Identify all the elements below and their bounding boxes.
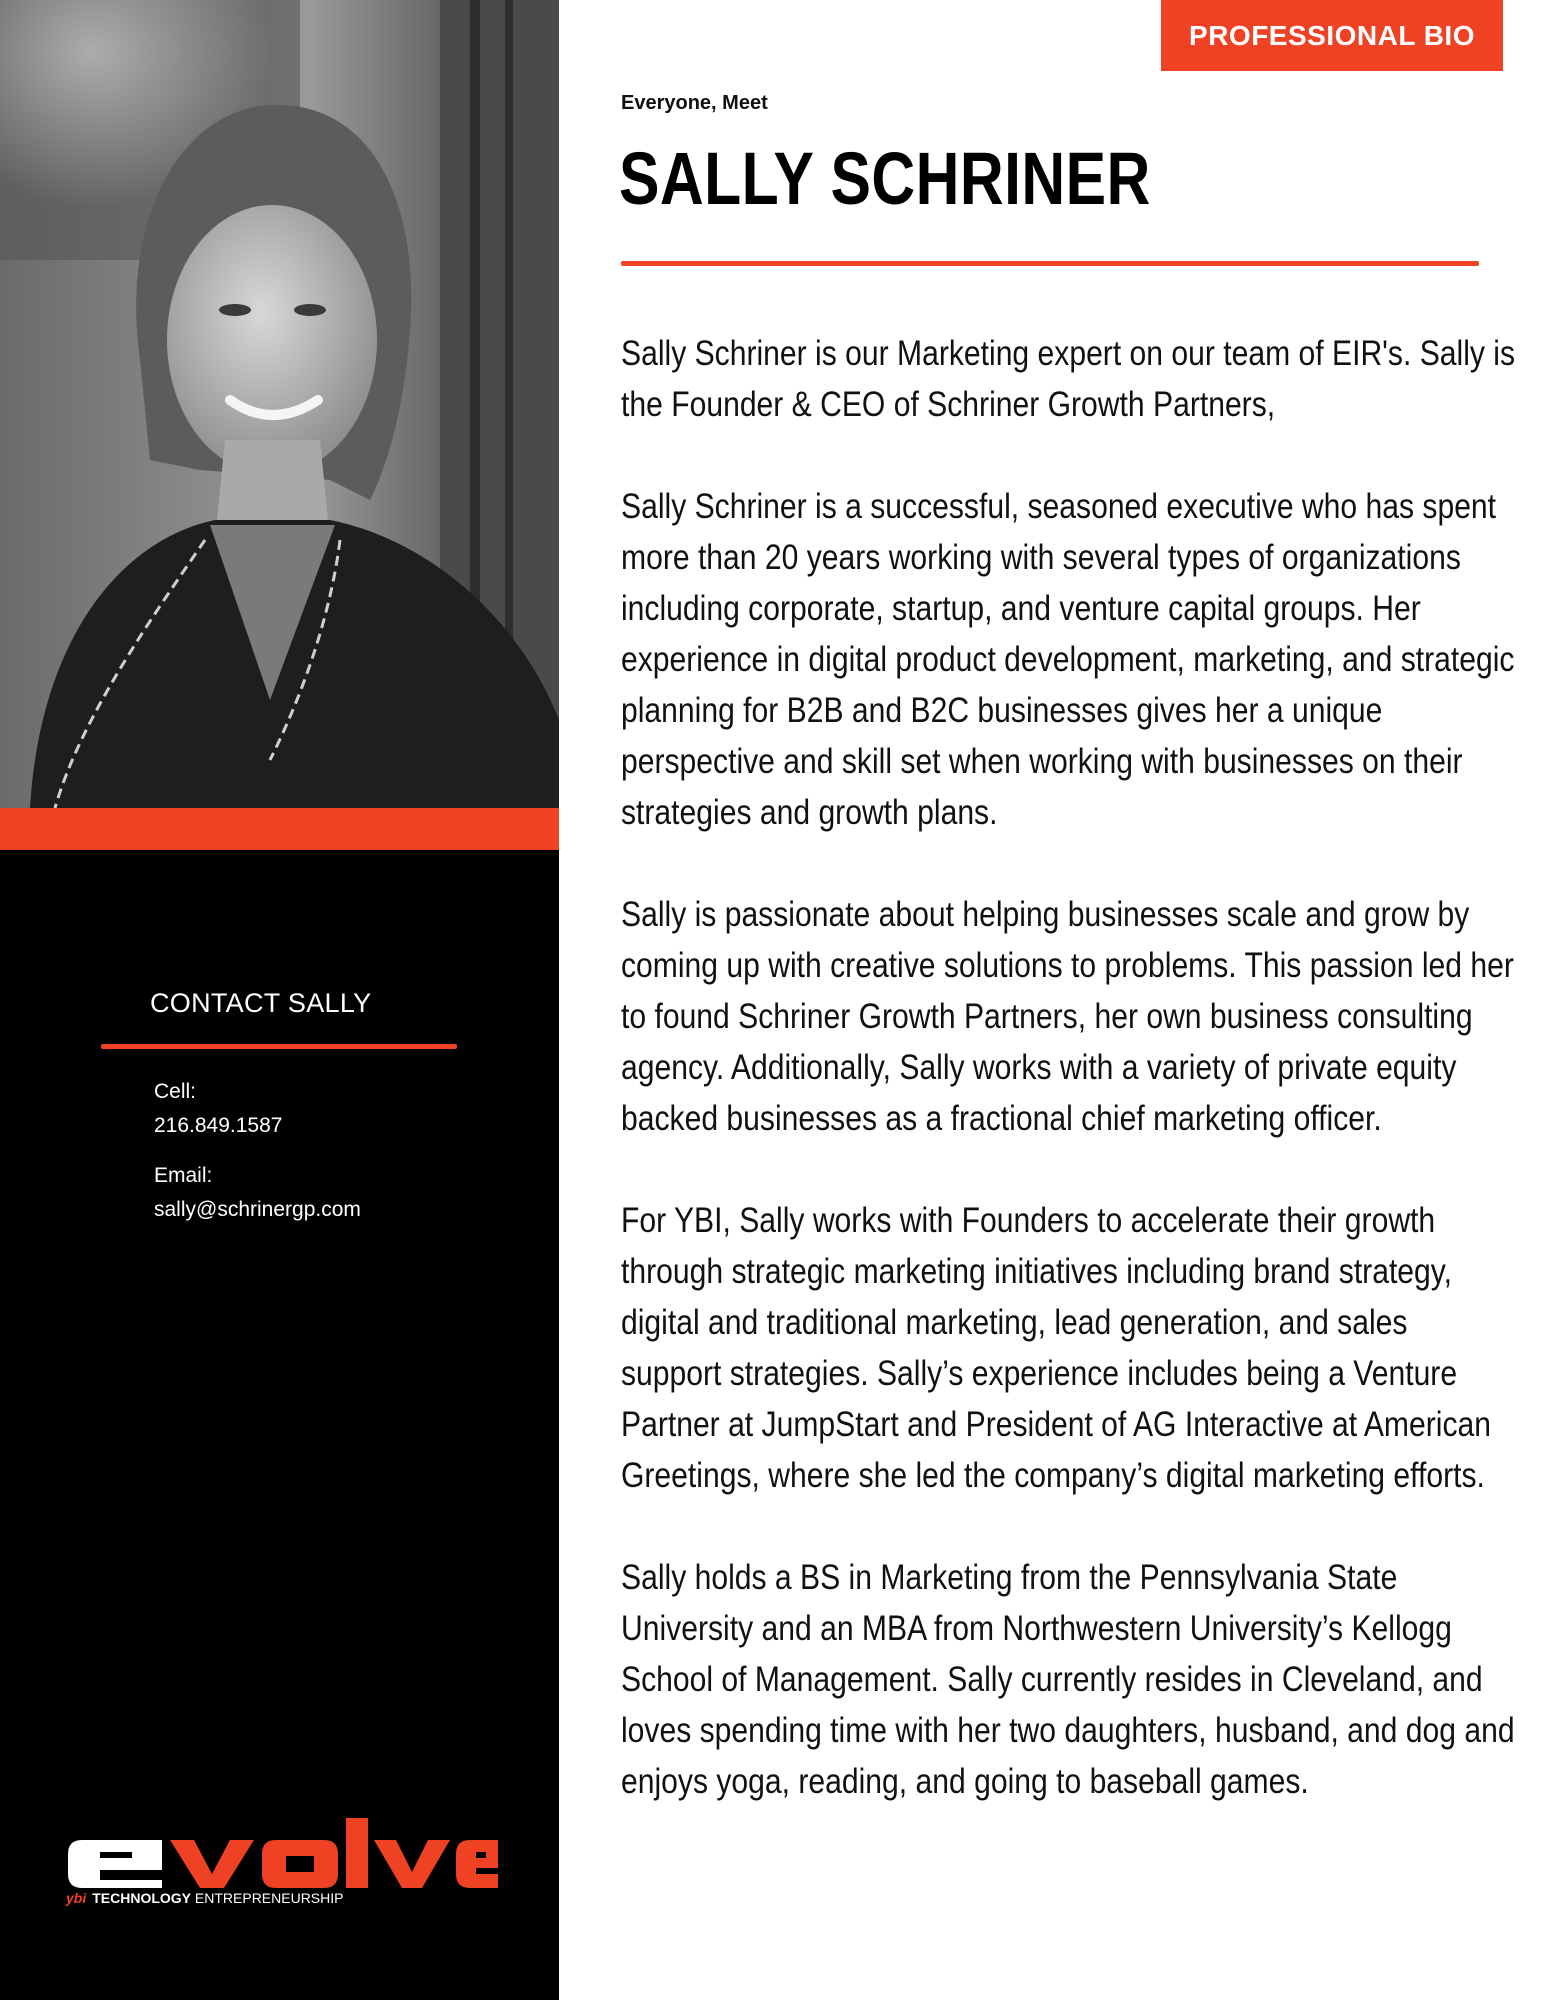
person-name: SALLY SCHRINER — [619, 137, 1151, 220]
bio-paragraph: Sally holds a BS in Marketing from the Pennsylvania State University and an MBA from Northwestern University’s Kellogg School of Management. Sally currently resides in Cleveland, and loves spending time with her two daughters, husband, and dog and enjoys yoga, reading, and going to baseball games. — [621, 1558, 1515, 1801]
logo-tech: TECHNOLOGY — [92, 1890, 192, 1906]
name-divider — [621, 261, 1479, 266]
professional-bio-badge: PROFESSIONAL BIO — [1161, 0, 1503, 71]
bio-text — [621, 328, 1516, 1858]
email-address: sally@schrinergp.com — [154, 1198, 361, 1221]
contact-title: CONTACT SALLY — [150, 988, 372, 1018]
contact-divider — [101, 1044, 457, 1049]
ybi-mark: ybi — [66, 1890, 87, 1906]
bio-paragraph: Sally Schriner is a successful, seasoned executive who has spent more than 20 years working with several types of organizations including corporate, startup, and venture capital groups. Her experience in digital product development, marketing, and strategic planning for B2B and B2C businesses gives her a unique perspective and skill set when working with businesses on their strategies and growth plans. — [621, 487, 1515, 832]
bio-paragraph: Sally Schriner is our Marketing expert on our team of EIR's. Sally is the Founder & CEO of Schriner Growth Partners, — [621, 334, 1516, 424]
logo-entre: ENTREPRENEURSHIP — [194, 1890, 344, 1906]
email-label: Email: — [154, 1164, 213, 1187]
left-column — [0, 0, 559, 2000]
accent-bar — [0, 808, 559, 850]
cell-label: Cell: — [154, 1080, 197, 1103]
profile-photo — [0, 0, 559, 808]
bio-paragraph: For YBI, Sally works with Founders to accelerate their growth through strategic marketing initiatives including brand strategy, digital and traditional marketing, lead generation, and sales support strategies. Sally’s experience includes being a Venture Partner at JumpStart and President of AG Interactive at American Greetings, where she led the company’s digital marketing efforts. — [621, 1201, 1491, 1495]
logo-tagline — [66, 1890, 344, 1906]
bio-paragraph: Sally is passionate about helping businesses scale and grow by coming up with creative solutions to problems. This passion led her to found Schriner Growth Partners, her own business consulting agency. Additionally, Sally works with a variety of private equity backed businesses as a fractional chief marketing officer. — [621, 895, 1514, 1138]
cell-number: 216.849.1587 — [154, 1114, 283, 1137]
intro-kicker: Everyone, Meet — [621, 92, 768, 114]
